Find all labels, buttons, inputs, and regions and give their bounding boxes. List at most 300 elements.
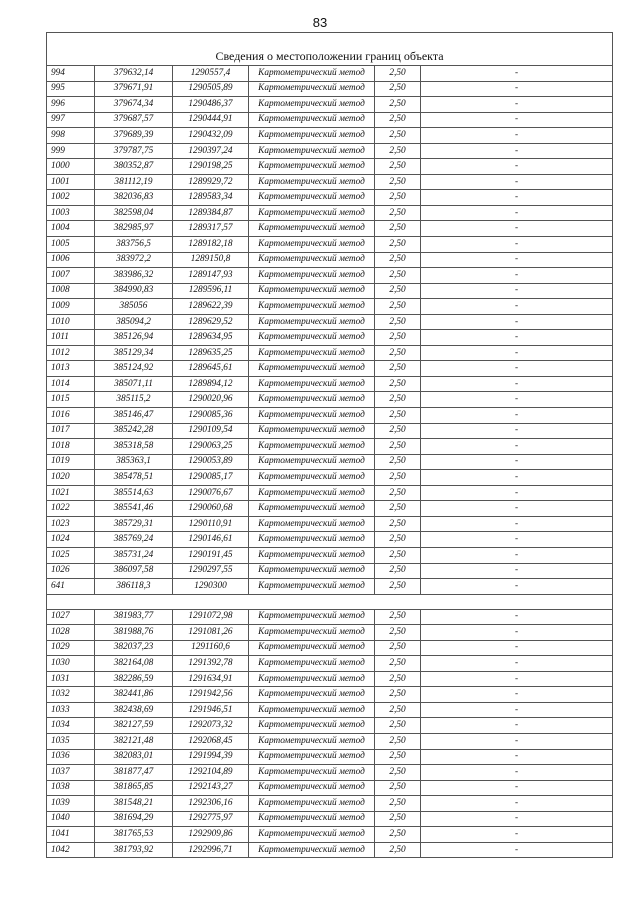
x-coordinate-cell: 384990,83 <box>95 283 173 299</box>
table-row <box>47 345 613 361</box>
table-row <box>47 547 613 563</box>
accuracy-cell: 2,50 <box>375 640 421 656</box>
accuracy-cell: 2,50 <box>375 408 421 424</box>
table-row <box>47 174 613 190</box>
table-row <box>47 252 613 268</box>
accuracy-cell: 2,50 <box>375 671 421 687</box>
method-cell: Картометрический метод <box>249 470 375 486</box>
point-number-cell: 1036 <box>47 749 95 765</box>
note-cell: - <box>421 811 613 827</box>
accuracy-cell: 2,50 <box>375 485 421 501</box>
x-coordinate-cell: 385056 <box>95 299 173 315</box>
x-coordinate-cell: 381112,19 <box>95 174 173 190</box>
method-cell: Картометрический метод <box>249 283 375 299</box>
y-coordinate-cell: 1291160,6 <box>173 640 249 656</box>
y-coordinate-cell: 1290486,37 <box>173 97 249 113</box>
table-row <box>47 671 613 687</box>
note-cell: - <box>421 516 613 532</box>
accuracy-cell: 2,50 <box>375 718 421 734</box>
method-cell: Картометрический метод <box>249 159 375 175</box>
table-row <box>47 811 613 827</box>
table-row <box>47 796 613 812</box>
y-coordinate-cell: 1292996,71 <box>173 842 249 858</box>
method-cell: Картометрический метод <box>249 640 375 656</box>
y-coordinate-cell: 1289645,61 <box>173 361 249 377</box>
table-row <box>47 827 613 843</box>
x-coordinate-cell: 385541,46 <box>95 501 173 517</box>
table-row <box>47 609 613 625</box>
method-cell: Картометрический метод <box>249 205 375 221</box>
accuracy-cell: 2,50 <box>375 811 421 827</box>
point-number-cell: 1011 <box>47 330 95 346</box>
point-number-cell: 1028 <box>47 625 95 641</box>
method-cell: Картометрический метод <box>249 66 375 82</box>
x-coordinate-cell: 381877,47 <box>95 765 173 781</box>
table-row <box>47 221 613 237</box>
accuracy-cell: 2,50 <box>375 547 421 563</box>
table-row <box>47 205 613 221</box>
x-coordinate-cell: 382083,01 <box>95 749 173 765</box>
accuracy-cell: 2,50 <box>375 842 421 858</box>
table-row <box>47 718 613 734</box>
group-separator <box>47 594 613 609</box>
y-coordinate-cell: 1291392,78 <box>173 656 249 672</box>
method-cell: Картометрический метод <box>249 143 375 159</box>
method-cell: Картометрический метод <box>249 299 375 315</box>
accuracy-cell: 2,50 <box>375 516 421 532</box>
point-number-cell: 1040 <box>47 811 95 827</box>
y-coordinate-cell: 1290432,09 <box>173 128 249 144</box>
note-cell: - <box>421 314 613 330</box>
method-cell: Картометрический метод <box>249 361 375 377</box>
accuracy-cell: 2,50 <box>375 112 421 128</box>
x-coordinate-cell: 381983,77 <box>95 609 173 625</box>
x-coordinate-cell: 381694,29 <box>95 811 173 827</box>
table-row <box>47 470 613 486</box>
note-cell: - <box>421 656 613 672</box>
y-coordinate-cell: 1292909,86 <box>173 827 249 843</box>
table-title: Сведения о местоположении границ объекта <box>47 33 613 66</box>
note-cell: - <box>421 563 613 579</box>
table-row <box>47 299 613 315</box>
method-cell: Картометрический метод <box>249 687 375 703</box>
point-number-cell: 1035 <box>47 733 95 749</box>
table-row <box>47 501 613 517</box>
table-row <box>47 268 613 284</box>
method-cell: Картометрический метод <box>249 237 375 253</box>
y-coordinate-cell: 1289182,18 <box>173 237 249 253</box>
point-number-cell: 1015 <box>47 392 95 408</box>
accuracy-cell: 2,50 <box>375 268 421 284</box>
note-cell: - <box>421 485 613 501</box>
note-cell: - <box>421 733 613 749</box>
note-cell: - <box>421 361 613 377</box>
point-number-cell: 994 <box>47 66 95 82</box>
note-cell: - <box>421 671 613 687</box>
point-number-cell: 1014 <box>47 376 95 392</box>
note-cell: - <box>421 376 613 392</box>
table-row <box>47 733 613 749</box>
y-coordinate-cell: 1292775,97 <box>173 811 249 827</box>
accuracy-cell: 2,50 <box>375 376 421 392</box>
method-cell: Картометрический метод <box>249 81 375 97</box>
accuracy-cell: 2,50 <box>375 439 421 455</box>
accuracy-cell: 2,50 <box>375 454 421 470</box>
y-coordinate-cell: 1291072,98 <box>173 609 249 625</box>
accuracy-cell: 2,50 <box>375 733 421 749</box>
x-coordinate-cell: 379632,14 <box>95 66 173 82</box>
accuracy-cell: 2,50 <box>375 625 421 641</box>
x-coordinate-cell: 382127,59 <box>95 718 173 734</box>
x-coordinate-cell: 385129,34 <box>95 345 173 361</box>
accuracy-cell: 2,50 <box>375 330 421 346</box>
y-coordinate-cell: 1290110,91 <box>173 516 249 532</box>
y-coordinate-cell: 1290060,68 <box>173 501 249 517</box>
x-coordinate-cell: 385318,58 <box>95 439 173 455</box>
method-cell: Картометрический метод <box>249 547 375 563</box>
note-cell: - <box>421 609 613 625</box>
x-coordinate-cell: 383972,2 <box>95 252 173 268</box>
method-cell: Картометрический метод <box>249 392 375 408</box>
x-coordinate-cell: 382036,83 <box>95 190 173 206</box>
x-coordinate-cell: 382121,48 <box>95 733 173 749</box>
note-cell: - <box>421 625 613 641</box>
note-cell: - <box>421 330 613 346</box>
y-coordinate-cell: 1292143,27 <box>173 780 249 796</box>
table-row <box>47 423 613 439</box>
boundary-coordinates-table <box>46 32 613 858</box>
y-coordinate-cell: 1289317,57 <box>173 221 249 237</box>
y-coordinate-cell: 1290085,17 <box>173 470 249 486</box>
y-coordinate-cell: 1291942,56 <box>173 687 249 703</box>
table-row <box>47 579 613 595</box>
note-cell: - <box>421 827 613 843</box>
y-coordinate-cell: 1289583,34 <box>173 190 249 206</box>
point-number-cell: 1016 <box>47 408 95 424</box>
method-cell: Картометрический метод <box>249 765 375 781</box>
accuracy-cell: 2,50 <box>375 345 421 361</box>
method-cell: Картометрический метод <box>249 796 375 812</box>
y-coordinate-cell: 1291634,91 <box>173 671 249 687</box>
point-number-cell: 1005 <box>47 237 95 253</box>
accuracy-cell: 2,50 <box>375 66 421 82</box>
table-row <box>47 237 613 253</box>
y-coordinate-cell: 1290444,91 <box>173 112 249 128</box>
accuracy-cell: 2,50 <box>375 221 421 237</box>
point-number-cell: 1038 <box>47 780 95 796</box>
y-coordinate-cell: 1291994,39 <box>173 749 249 765</box>
y-coordinate-cell: 1289635,25 <box>173 345 249 361</box>
note-cell: - <box>421 112 613 128</box>
method-cell: Картометрический метод <box>249 252 375 268</box>
accuracy-cell: 2,50 <box>375 361 421 377</box>
method-cell: Картометрический метод <box>249 625 375 641</box>
accuracy-cell: 2,50 <box>375 532 421 548</box>
x-coordinate-cell: 379689,39 <box>95 128 173 144</box>
accuracy-cell: 2,50 <box>375 128 421 144</box>
x-coordinate-cell: 379787,75 <box>95 143 173 159</box>
table-row <box>47 485 613 501</box>
y-coordinate-cell: 1289147,93 <box>173 268 249 284</box>
y-coordinate-cell: 1291946,51 <box>173 702 249 718</box>
table-row <box>47 749 613 765</box>
method-cell: Картометрический метод <box>249 702 375 718</box>
note-cell: - <box>421 97 613 113</box>
accuracy-cell: 2,50 <box>375 392 421 408</box>
method-cell: Картометрический метод <box>249 485 375 501</box>
point-number-cell: 1030 <box>47 656 95 672</box>
x-coordinate-cell: 379674,34 <box>95 97 173 113</box>
point-number-cell: 1012 <box>47 345 95 361</box>
note-cell: - <box>421 81 613 97</box>
x-coordinate-cell: 381548,21 <box>95 796 173 812</box>
x-coordinate-cell: 386097,58 <box>95 563 173 579</box>
note-cell: - <box>421 66 613 82</box>
method-cell: Картометрический метод <box>249 656 375 672</box>
point-number-cell: 1023 <box>47 516 95 532</box>
table-row <box>47 516 613 532</box>
table-row <box>47 625 613 641</box>
x-coordinate-cell: 385242,28 <box>95 423 173 439</box>
point-number-cell: 1010 <box>47 314 95 330</box>
note-cell: - <box>421 128 613 144</box>
x-coordinate-cell: 381865,85 <box>95 780 173 796</box>
note-cell: - <box>421 687 613 703</box>
y-coordinate-cell: 1290300 <box>173 579 249 595</box>
table-row <box>47 112 613 128</box>
method-cell: Картометрический метод <box>249 128 375 144</box>
note-cell: - <box>421 143 613 159</box>
accuracy-cell: 2,50 <box>375 687 421 703</box>
y-coordinate-cell: 1289629,52 <box>173 314 249 330</box>
accuracy-cell: 2,50 <box>375 205 421 221</box>
note-cell: - <box>421 392 613 408</box>
y-coordinate-cell: 1290085,36 <box>173 408 249 424</box>
x-coordinate-cell: 385769,24 <box>95 532 173 548</box>
y-coordinate-cell: 1290397,24 <box>173 143 249 159</box>
x-coordinate-cell: 385126,94 <box>95 330 173 346</box>
y-coordinate-cell: 1290076,67 <box>173 485 249 501</box>
table-row <box>47 314 613 330</box>
y-coordinate-cell: 1290109,54 <box>173 423 249 439</box>
accuracy-cell: 2,50 <box>375 174 421 190</box>
point-number-cell: 1004 <box>47 221 95 237</box>
x-coordinate-cell: 381988,76 <box>95 625 173 641</box>
table-row <box>47 392 613 408</box>
y-coordinate-cell: 1291081,26 <box>173 625 249 641</box>
point-number-cell: 999 <box>47 143 95 159</box>
table-row <box>47 532 613 548</box>
accuracy-cell: 2,50 <box>375 765 421 781</box>
point-number-cell: 1042 <box>47 842 95 858</box>
method-cell: Картометрический метод <box>249 221 375 237</box>
table-row <box>47 376 613 392</box>
y-coordinate-cell: 1290198,25 <box>173 159 249 175</box>
accuracy-cell: 2,50 <box>375 159 421 175</box>
x-coordinate-cell: 381793,92 <box>95 842 173 858</box>
method-cell: Картометрический метод <box>249 749 375 765</box>
x-coordinate-cell: 385094,2 <box>95 314 173 330</box>
method-cell: Картометрический метод <box>249 733 375 749</box>
y-coordinate-cell: 1290505,89 <box>173 81 249 97</box>
table-row <box>47 563 613 579</box>
point-number-cell: 1019 <box>47 454 95 470</box>
note-cell: - <box>421 547 613 563</box>
point-number-cell: 1002 <box>47 190 95 206</box>
accuracy-cell: 2,50 <box>375 609 421 625</box>
table-row <box>47 687 613 703</box>
accuracy-cell: 2,50 <box>375 827 421 843</box>
x-coordinate-cell: 382037,23 <box>95 640 173 656</box>
accuracy-cell: 2,50 <box>375 283 421 299</box>
point-number-cell: 1037 <box>47 765 95 781</box>
table-row <box>47 143 613 159</box>
x-coordinate-cell: 382164,08 <box>95 656 173 672</box>
point-number-cell: 997 <box>47 112 95 128</box>
note-cell: - <box>421 842 613 858</box>
point-number-cell: 1013 <box>47 361 95 377</box>
point-number-cell: 1020 <box>47 470 95 486</box>
method-cell: Картометрический метод <box>249 609 375 625</box>
y-coordinate-cell: 1290146,61 <box>173 532 249 548</box>
y-coordinate-cell: 1289894,12 <box>173 376 249 392</box>
note-cell: - <box>421 702 613 718</box>
table-row <box>47 408 613 424</box>
accuracy-cell: 2,50 <box>375 702 421 718</box>
point-number-cell: 1024 <box>47 532 95 548</box>
method-cell: Картометрический метод <box>249 268 375 284</box>
method-cell: Картометрический метод <box>249 501 375 517</box>
x-coordinate-cell: 385514,63 <box>95 485 173 501</box>
note-cell: - <box>421 299 613 315</box>
table-row <box>47 640 613 656</box>
accuracy-cell: 2,50 <box>375 143 421 159</box>
point-number-cell: 1022 <box>47 501 95 517</box>
group-separator-row <box>47 594 613 609</box>
point-number-cell: 1031 <box>47 671 95 687</box>
page-number: 83 <box>312 15 328 30</box>
point-number-cell: 1007 <box>47 268 95 284</box>
note-cell: - <box>421 205 613 221</box>
table-row <box>47 97 613 113</box>
method-cell: Картометрический метод <box>249 190 375 206</box>
y-coordinate-cell: 1289384,87 <box>173 205 249 221</box>
x-coordinate-cell: 385729,31 <box>95 516 173 532</box>
x-coordinate-cell: 379671,91 <box>95 81 173 97</box>
note-cell: - <box>421 765 613 781</box>
x-coordinate-cell: 385124,92 <box>95 361 173 377</box>
method-cell: Картометрический метод <box>249 827 375 843</box>
point-number-cell: 1033 <box>47 702 95 718</box>
method-cell: Картометрический метод <box>249 780 375 796</box>
table-row <box>47 128 613 144</box>
method-cell: Картометрический метод <box>249 532 375 548</box>
y-coordinate-cell: 1290053,89 <box>173 454 249 470</box>
x-coordinate-cell: 385071,11 <box>95 376 173 392</box>
accuracy-cell: 2,50 <box>375 81 421 97</box>
x-coordinate-cell: 385363,1 <box>95 454 173 470</box>
method-cell: Картометрический метод <box>249 671 375 687</box>
point-number-cell: 1026 <box>47 563 95 579</box>
method-cell: Картометрический метод <box>249 423 375 439</box>
y-coordinate-cell: 1289929,72 <box>173 174 249 190</box>
accuracy-cell: 2,50 <box>375 796 421 812</box>
method-cell: Картометрический метод <box>249 811 375 827</box>
point-number-cell: 1003 <box>47 205 95 221</box>
y-coordinate-cell: 1292306,16 <box>173 796 249 812</box>
table-row <box>47 283 613 299</box>
x-coordinate-cell: 382441,86 <box>95 687 173 703</box>
table-row <box>47 190 613 206</box>
method-cell: Картометрический метод <box>249 330 375 346</box>
table-row <box>47 81 613 97</box>
method-cell: Картометрический метод <box>249 97 375 113</box>
y-coordinate-cell: 1292073,32 <box>173 718 249 734</box>
note-cell: - <box>421 640 613 656</box>
x-coordinate-cell: 382286,59 <box>95 671 173 687</box>
point-number-cell: 1006 <box>47 252 95 268</box>
note-cell: - <box>421 190 613 206</box>
y-coordinate-cell: 1289150,8 <box>173 252 249 268</box>
table-row <box>47 159 613 175</box>
accuracy-cell: 2,50 <box>375 470 421 486</box>
y-coordinate-cell: 1289622,39 <box>173 299 249 315</box>
method-cell: Картометрический метод <box>249 112 375 128</box>
point-number-cell: 1027 <box>47 609 95 625</box>
note-cell: - <box>421 501 613 517</box>
y-coordinate-cell: 1290020,96 <box>173 392 249 408</box>
table-row <box>47 780 613 796</box>
note-cell: - <box>421 237 613 253</box>
method-cell: Картометрический метод <box>249 516 375 532</box>
accuracy-cell: 2,50 <box>375 563 421 579</box>
point-number-cell: 998 <box>47 128 95 144</box>
method-cell: Картометрический метод <box>249 408 375 424</box>
accuracy-cell: 2,50 <box>375 749 421 765</box>
note-cell: - <box>421 718 613 734</box>
note-cell: - <box>421 439 613 455</box>
table-row <box>47 842 613 858</box>
table-row <box>47 454 613 470</box>
table-title-row <box>47 33 613 66</box>
method-cell: Картометрический метод <box>249 345 375 361</box>
method-cell: Картометрический метод <box>249 842 375 858</box>
note-cell: - <box>421 454 613 470</box>
note-cell: - <box>421 780 613 796</box>
x-coordinate-cell: 383756,5 <box>95 237 173 253</box>
point-number-cell: 996 <box>47 97 95 113</box>
x-coordinate-cell: 382598,04 <box>95 205 173 221</box>
x-coordinate-cell: 385115,2 <box>95 392 173 408</box>
method-cell: Картометрический метод <box>249 439 375 455</box>
note-cell: - <box>421 470 613 486</box>
x-coordinate-cell: 385478,51 <box>95 470 173 486</box>
table-row <box>47 702 613 718</box>
method-cell: Картометрический метод <box>249 376 375 392</box>
method-cell: Картометрический метод <box>249 718 375 734</box>
method-cell: Картометрический метод <box>249 314 375 330</box>
note-cell: - <box>421 408 613 424</box>
point-number-cell: 1041 <box>47 827 95 843</box>
y-coordinate-cell: 1289596,11 <box>173 283 249 299</box>
point-number-cell: 1025 <box>47 547 95 563</box>
point-number-cell: 995 <box>47 81 95 97</box>
point-number-cell: 1039 <box>47 796 95 812</box>
accuracy-cell: 2,50 <box>375 780 421 796</box>
method-cell: Картометрический метод <box>249 454 375 470</box>
point-number-cell: 1008 <box>47 283 95 299</box>
y-coordinate-cell: 1292068,45 <box>173 733 249 749</box>
